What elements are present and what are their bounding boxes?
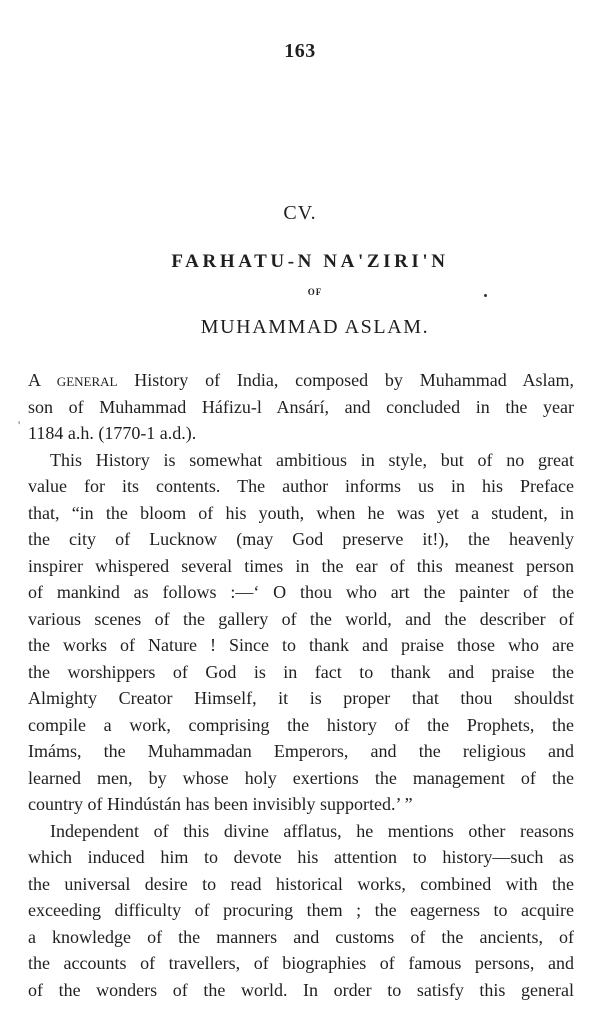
text-line: value for its contents. The author informs us in his Preface <box>28 476 574 496</box>
text-line: the city of Lucknow (may God preserve it!), the heavenly <box>28 529 574 549</box>
page-number: 163 <box>284 40 316 62</box>
text-line: Independent of this divine afflatus, he mentions other reasons <box>50 820 574 841</box>
text-line: compile a work, comprising the history of the Prophets, the <box>28 714 574 735</box>
text-line: which induced him to devote his attention to history—such as <box>28 847 574 867</box>
author-title: MUHAMMAD ASLAM. <box>200 316 430 338</box>
chapter-number: CV. <box>283 202 317 224</box>
text-line: exceeding difficulty of procuring them ; the eagerness to acquire <box>28 900 574 920</box>
text-line: Almighty Creator Himself, it is proper that thou shouldst <box>28 688 574 708</box>
text-line: various scenes of the gallery of the world, and the describer of <box>28 608 574 629</box>
margin-mark: ' <box>18 418 21 432</box>
work-title: FARHATU-N NA'ZIRI'N <box>171 251 449 272</box>
text-line-lead: A general <box>28 370 118 390</box>
text-line: the accounts of travellers, of biographies of famous persons, and <box>28 953 574 973</box>
text-line: of the wonders of the world. In order to satisfy this general <box>28 979 574 1000</box>
text-line: country of Hindústán has been invisibly supported.’ ” <box>28 794 413 814</box>
text-line: the worshippers of God is in fact to thank and praise the <box>28 661 574 682</box>
text-line: the works of Nature ! Since to thank and praise those who are <box>28 635 574 655</box>
text-line: inspirer whispered several times in the ear of this meanest person <box>28 555 574 576</box>
text-line: 1184 a.h. (1770-1 a.d.). <box>28 423 197 443</box>
text-line: of mankind as follows :—‘ O thou who art the painter of the <box>28 582 574 602</box>
body-text <box>28 367 574 1003</box>
text-line-content: History of India, composed by Muhammad Aslam, <box>117 370 574 390</box>
text-line: This History is somewhat ambitious in style, but of no great <box>50 449 574 470</box>
text-line: Imáms, the Muhammadan Emperors, and the religious and <box>28 741 574 761</box>
text-line: son of Muhammad Háfizu-l Ansárí, and concluded in the year <box>28 396 574 417</box>
text-line: that, “in the bloom of his youth, when he was yet a student, in <box>28 502 574 523</box>
text-line: a knowledge of the manners and customs of the ancients, of <box>28 926 574 947</box>
of-connector: OF <box>307 287 323 297</box>
text-line: the universal desire to read historical works, combined with the <box>28 873 574 894</box>
text-line: learned men, by whose holy exertions the management of the <box>28 767 574 788</box>
text-line <box>28 367 574 394</box>
